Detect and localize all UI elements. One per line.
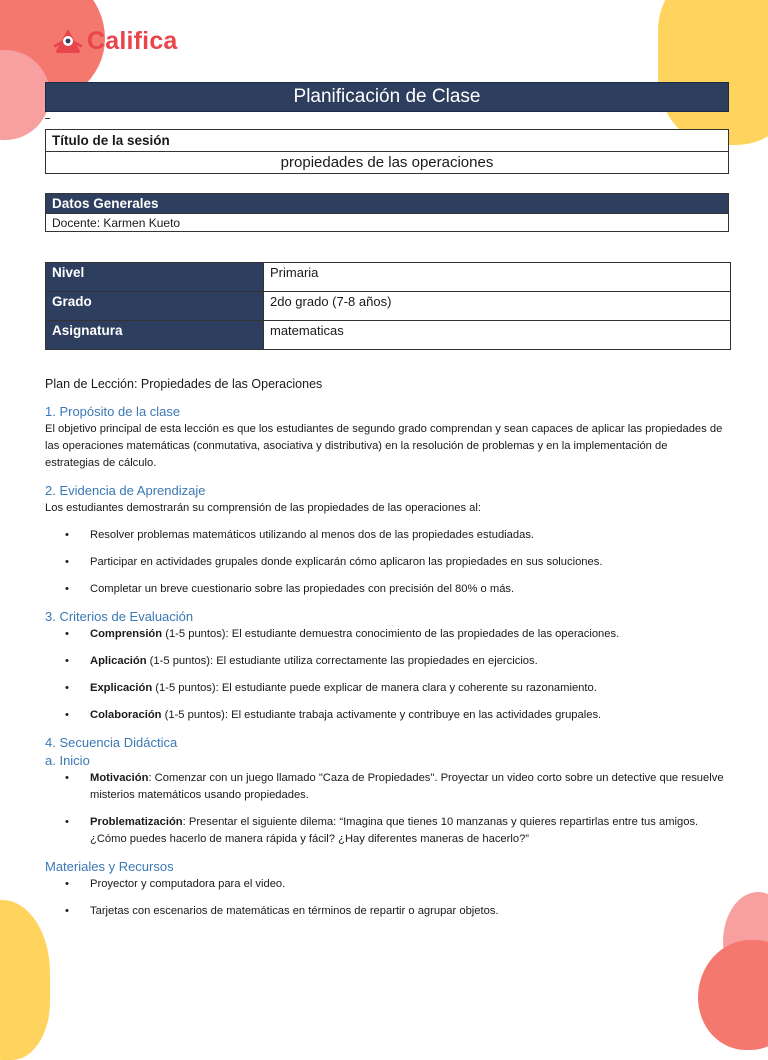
table-row	[46, 263, 731, 292]
decor-blob-top-right	[658, 0, 768, 145]
docente-field: Docente: Karmen Kueto	[52, 215, 181, 230]
grado-label: Grado	[46, 292, 264, 321]
list-item	[45, 653, 725, 670]
plan-title: Plan de Lección: Propiedades de las Operaciones	[45, 377, 323, 391]
brand-logo	[53, 26, 178, 56]
list-item: • Tarjetas con escenarios de matemáticas en términos de repartir o agrupar objetos.	[45, 903, 725, 920]
list-item	[45, 680, 725, 697]
page-title: Planificación de Clase	[45, 82, 729, 112]
session-label: Título de la sesión	[46, 130, 728, 152]
criterio-text: (1-5 puntos): El estudiante demuestra conocimiento de las propiedades de las operaciones.	[162, 628, 620, 640]
criterios-list	[45, 626, 725, 724]
nivel-label: Nivel	[46, 263, 264, 292]
criterio-term: Aplicación	[90, 655, 147, 667]
section-heading-materiales: Materiales y Recursos	[45, 859, 174, 874]
lesson-plan-content	[45, 376, 725, 920]
materiales-list	[45, 876, 725, 920]
califica-mascot-icon	[53, 26, 83, 56]
list-item	[45, 814, 725, 848]
decor-blob-bottom-left	[0, 900, 50, 1060]
list-item	[45, 707, 725, 724]
list-item: • Participar en actividades grupales donde explicarán cómo aplicaron las propiedades en sus soluciones.	[45, 554, 725, 571]
section-heading-criterios: 3. Criterios de Evaluación	[45, 609, 194, 624]
asignatura-label: Asignatura	[46, 321, 264, 350]
inicio-term: Motivación	[90, 772, 149, 784]
section-heading-evidencia: 2. Evidencia de Aprendizaje	[45, 483, 206, 498]
nivel-value: Primaria	[264, 263, 731, 292]
datos-generales-box	[45, 193, 729, 232]
criterio-text: (1-5 puntos): El estudiante utiliza correctamente las propiedades en ejercicios.	[146, 655, 538, 667]
inicio-list	[45, 770, 725, 848]
session-box	[45, 129, 729, 174]
section-heading-secuencia: 4. Secuencia Didáctica	[45, 735, 178, 750]
datos-generales-header: Datos Generales	[46, 194, 728, 214]
list-item: • Proyector y computadora para el video.	[45, 876, 725, 893]
session-title: propiedades de las operaciones	[280, 154, 494, 171]
criterio-term: Colaboración	[90, 709, 162, 721]
criterio-term: Comprensión	[90, 628, 163, 640]
list-item	[45, 626, 725, 643]
brand-name: Califica	[87, 26, 178, 55]
grado-value: 2do grado (7-8 años)	[264, 292, 731, 321]
criterio-text: (1-5 puntos): El estudiante trabaja activamente y contribuye en las actividades grupales.	[161, 709, 602, 721]
table-row	[46, 292, 731, 321]
inicio-text: : Presentar el siguiente dilema: “Imagina que tienes 10 manzanas y quieres repartirlas entre tus amigos. ¿Cómo puedes hacerlo de manera rápida y fácil? ¿Hay diferentes maneras de hacerlo?”	[90, 816, 699, 845]
list-item: • Completar un breve cuestionario sobre las propiedades con precisión del 80% o más.	[45, 581, 725, 598]
proposito-text: El objetivo principal de esta lección es que los estudiantes de segundo grado comprendan y sean capaces de aplicar las propiedades de las operaciones matemáticas (conmutativa, asociativa y distributiva) en la resolución de problemas y en la implementación de estrategias de cálculo.	[45, 423, 723, 469]
inicio-text: : Comenzar con un juego llamado "Caza de Propiedades". Proyectar un video corto sobre un detective que resuelve misterios matemáticos usando propiedades.	[90, 772, 724, 801]
list-item: • Resolver problemas matemáticos utilizando al menos dos de las propiedades estudiadas.	[45, 527, 725, 544]
criterio-text: (1-5 puntos): El estudiante puede explicar de manera clara y coherente su razonamiento.	[152, 682, 597, 694]
divider	[45, 118, 50, 119]
inicio-term: Problematización	[90, 816, 183, 828]
decor-blob-bottom-right	[698, 940, 768, 1050]
info-table	[45, 262, 731, 350]
criterio-term: Explicación	[90, 682, 153, 694]
list-item	[45, 770, 725, 804]
section-heading-proposito: 1. Propósito de la clase	[45, 404, 181, 419]
asignatura-value: matematicas	[264, 321, 731, 350]
evidencia-intro: Los estudiantes demostrarán su comprensión de las propiedades de las operaciones al:	[45, 502, 481, 514]
table-row	[46, 321, 731, 350]
evidencia-list	[45, 527, 725, 598]
subsection-heading-inicio: a. Inicio	[45, 753, 90, 768]
